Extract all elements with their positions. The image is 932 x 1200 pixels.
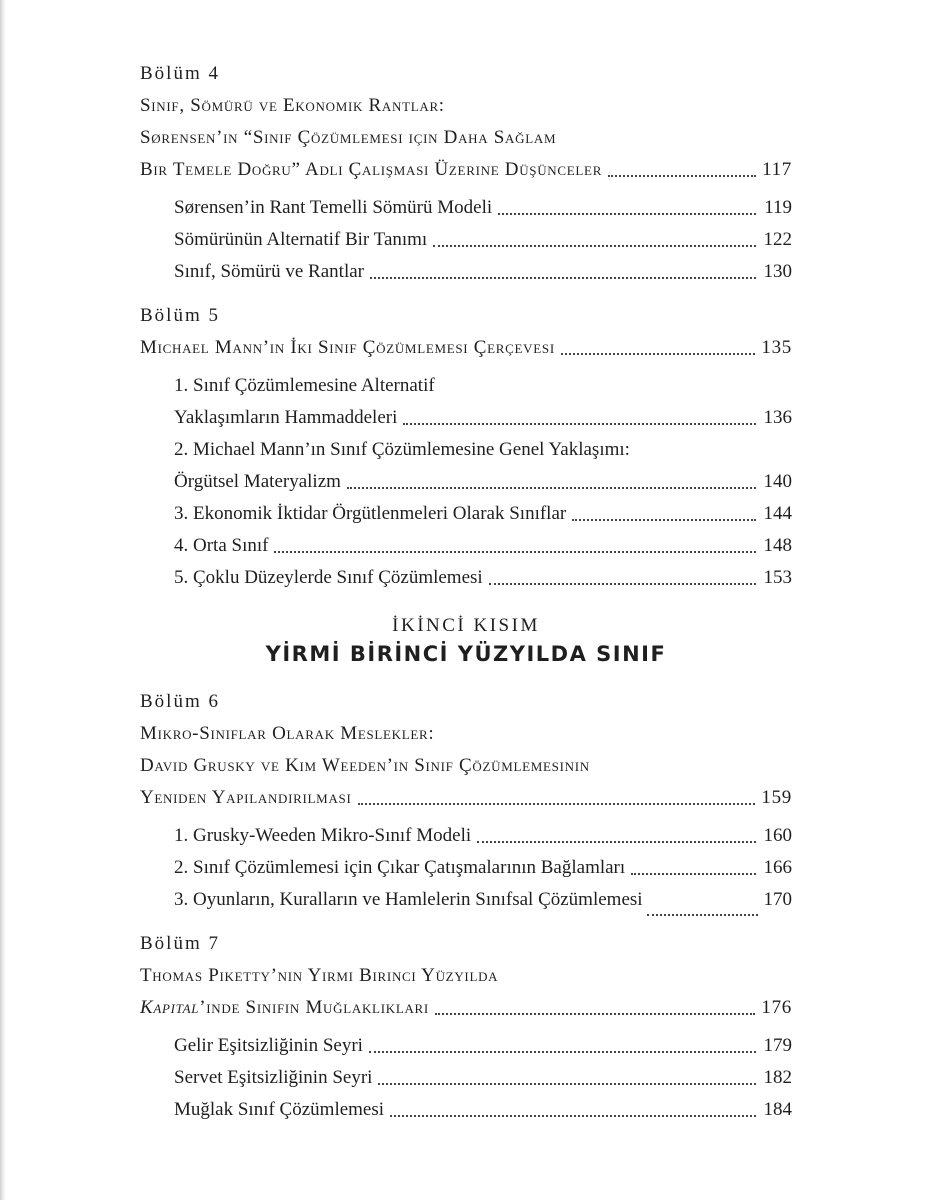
page-number: 179 [763,1035,792,1056]
page-number: 184 [763,1099,792,1120]
chapter-4-entry[interactable] [140,154,792,186]
page-number: 136 [763,407,792,428]
section-title-line-2: Örgütsel Materyalizm [174,471,341,492]
dot-leader [631,873,756,875]
chapter-7-title-line-2: Kapital’inde Sınıfın Muğlaklıkları [140,997,429,1018]
page-number: 148 [763,535,792,556]
toc-section[interactable] [140,852,792,884]
page-number: 182 [763,1067,792,1088]
page-number: 140 [763,471,792,492]
chapter-6-title-line-1: Mikro-Sınıflar Olarak Meslekler: [140,723,435,744]
dot-leader [403,423,756,425]
section-title: Muğlak Sınıf Çözümlemesi [174,1099,385,1120]
toc-section[interactable] [140,562,792,594]
dot-leader [378,1083,756,1085]
dot-leader [370,277,756,279]
dot-leader [369,1051,756,1053]
dot-leader [489,583,756,585]
toc-section[interactable] [140,820,792,852]
page-number: 117 [762,159,792,180]
section-title: Sınıf, Sömürü ve Rantlar [174,261,364,282]
part-title: YİRMİ BİRİNCİ YÜZYILDA SINIF [265,642,667,666]
dot-leader [347,487,756,489]
page-number: 153 [763,567,792,588]
page-edge-shadow [0,0,6,1200]
part-heading [140,612,792,668]
dot-leader [608,175,756,177]
chapter-6-entry[interactable] [140,782,792,814]
toc-section[interactable] [140,498,792,530]
toc-section[interactable] [140,1062,792,1094]
chapter-6-label: Bölüm 6 [140,691,220,712]
page-number: 130 [763,261,792,282]
page-number: 159 [761,787,792,808]
section-title: 1. Grusky-Weeden Mikro-Sınıf Modeli [174,825,472,846]
toc-section[interactable] [140,402,792,434]
chapter-5-entry[interactable] [140,332,792,364]
section-title: 2. Sınıf Çözümlemesi için Çıkar Çatışmalarının Bağlamları [174,857,626,878]
chapter-5-title: Michael Mann’ın İki Sınıf Çözümlemesi Çerçevesi [140,337,555,358]
chapter-4-title-line-2: Sørensen’in “Sınıf Çözümlemesi için Daha Sağlam [140,127,557,148]
toc-section[interactable] [140,1030,792,1062]
page-number: 122 [763,229,792,250]
page-number: 166 [763,857,792,878]
dot-leader [561,353,756,355]
page-number: 170 [763,889,792,910]
italic-title: Kapital [140,997,200,1018]
page-number: 119 [764,197,792,218]
section-title: Gelir Eşitsizliğinin Seyri [174,1035,363,1056]
chapter-6-title-line-3: Yeniden Yapılandırılması [140,787,352,808]
page-number: 144 [763,503,792,524]
part-label: İKİNCİ KISIM [392,615,540,636]
dot-leader [390,1115,756,1117]
page-number: 135 [761,337,792,358]
chapter-7-entry[interactable] [140,992,792,1024]
chapter-4-label: Bölüm 4 [140,63,220,84]
toc-section[interactable] [140,466,792,498]
toc-section[interactable] [140,224,792,256]
section-title-line-2: Yaklaşımların Hammaddeleri [174,407,398,428]
chapter-6-title-line-2: David Grusky ve Kim Weeden’ın Sınıf Çözümlemesinin [140,755,590,776]
section-title: Servet Eşitsizliğinin Seyri [174,1067,373,1088]
section-title: 4. Orta Sınıf [174,535,269,556]
section-title: Sørensen’in Rant Temelli Sömürü Modeli [174,197,493,218]
chapter-7-label: Bölüm 7 [140,933,220,954]
dot-leader [647,914,758,916]
table-of-contents [140,58,792,1126]
chapter-7-title-line-1: Thomas Piketty’nin Yirmi Birinci Yüzyılda [140,965,499,986]
section-title: 3. Oyunların, Kuralların ve Hamlelerin Sınıfsal Çözümlemesi [174,889,643,910]
page-number: 176 [761,997,792,1018]
toc-section[interactable] [140,192,792,224]
dot-leader [358,803,756,805]
dot-leader [274,551,756,553]
section-title-line-1: 2. Michael Mann’ın Sınıf Çözümlemesine Genel Yaklaşımı: [174,439,630,460]
chapter-4-title-line-3: Bir Temele Doğru” Adlı Çalışması Üzerine Düşünceler [140,159,603,180]
toc-section[interactable] [140,530,792,562]
dot-leader [572,519,756,521]
chapter-4-title-line-1: Sınıf, Sömürü ve Ekonomik Rantlar: [140,95,445,116]
section-title: 5. Çoklu Düzeylerde Sınıf Çözümlemesi [174,567,483,588]
page-number: 160 [763,825,792,846]
toc-section[interactable] [140,256,792,288]
chapter-5-label: Bölüm 5 [140,305,220,326]
section-title-line-1: 1. Sınıf Çözümlemesine Alternatif [174,375,435,396]
section-title: 3. Ekonomik İktidar Örgütlenmeleri Olarak Sınıflar [174,503,567,524]
toc-section[interactable] [140,884,792,916]
dot-leader [435,1013,755,1015]
dot-leader [433,245,756,247]
section-title: Sömürünün Alternatif Bir Tanımı [174,229,428,250]
dot-leader [498,213,756,215]
dot-leader [477,841,756,843]
toc-section[interactable] [140,1094,792,1126]
